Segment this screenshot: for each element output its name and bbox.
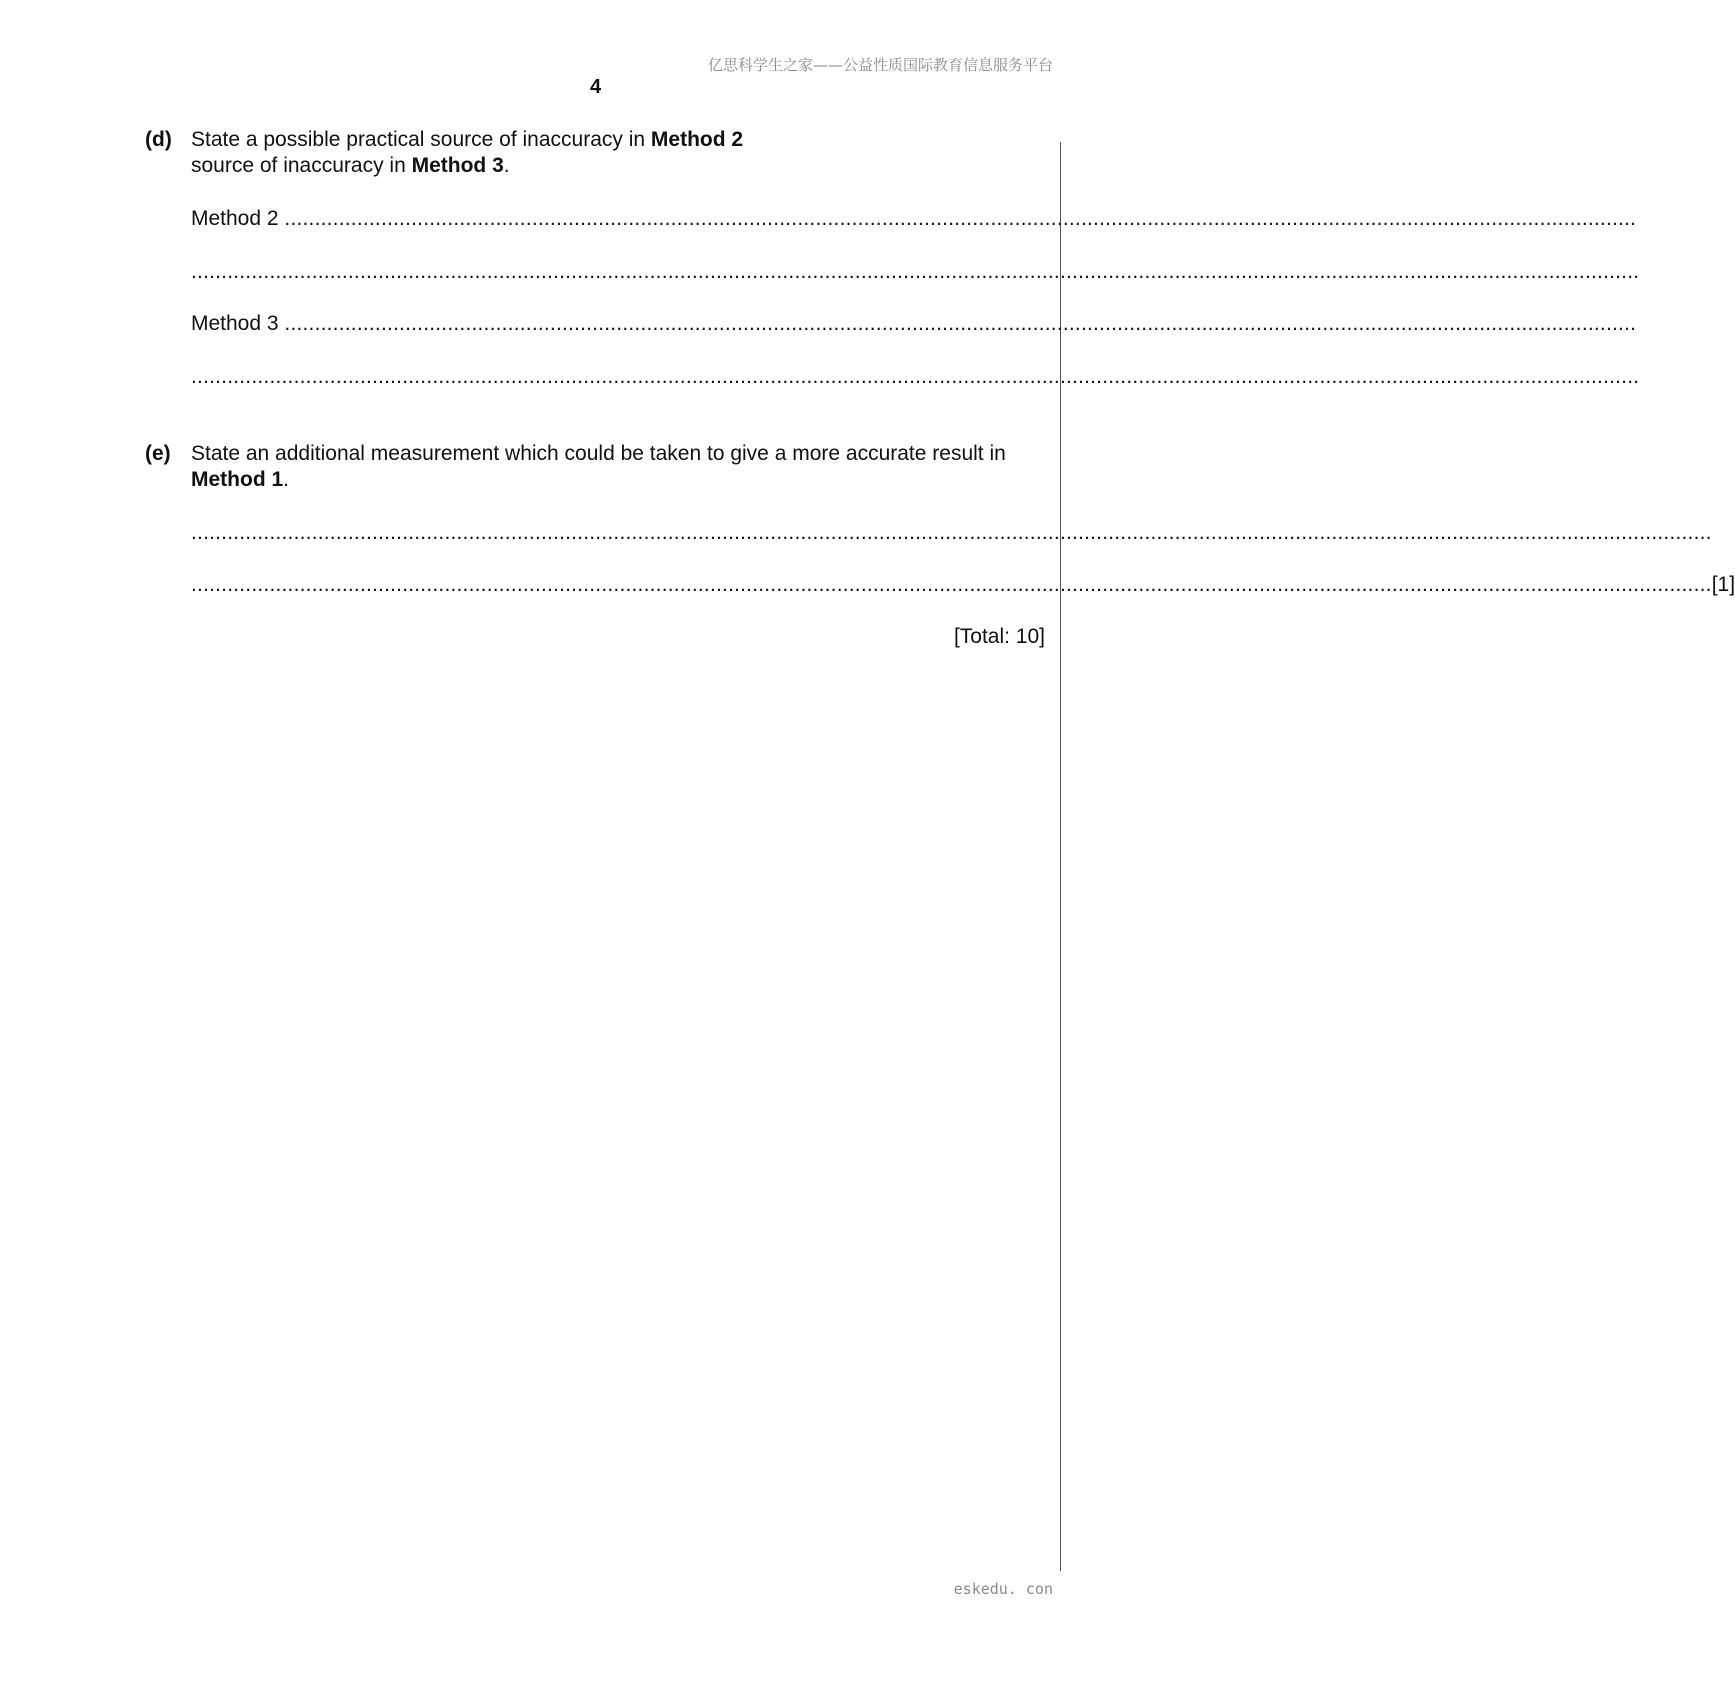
- dotted-line: ................................................................................................................................................................................................................................: [284, 207, 1637, 230]
- dotted-line: ............................................................................................................................................................................................................................................................: [191, 573, 1712, 596]
- method-2-label: Method 2: [191, 207, 279, 230]
- answer-line-method-2[interactable]: [191, 206, 1637, 232]
- mark-allocation: [1]: [1711, 573, 1735, 596]
- question-d-line1: State a possible practical source of inaccuracy in Method 2: [191, 128, 744, 151]
- question-d-line2: source of inaccuracy in Method 3.: [191, 154, 510, 177]
- dotted-line: ................................................................................................................................................................................................................................................: [191, 260, 1640, 283]
- question-e-text: State an additional measurement which could be taken to give a more accurate result in Method 1.: [191, 442, 1006, 491]
- page-number: 4: [589, 76, 602, 98]
- margin-line: [1060, 142, 1061, 1571]
- dotted-line: ................................................................................................................................................................................................................................: [284, 312, 1637, 335]
- dotted-line: ............................................................................................................................................................................................................................................................: [191, 521, 1712, 544]
- question-d-text: [191, 127, 1051, 179]
- answer-line-method-2-continued[interactable]: [191, 259, 1640, 285]
- answer-line-e-2[interactable]: [191, 572, 1735, 598]
- answer-line-e-1[interactable]: [191, 520, 1712, 546]
- answer-line-method-3-continued[interactable]: [191, 364, 1640, 390]
- footer-watermark: eskedu. con: [953, 1580, 1053, 1598]
- method-3-label: Method 3: [191, 312, 279, 335]
- answer-line-method-3[interactable]: [191, 311, 1637, 337]
- total-marks: [Total: 10]: [953, 625, 1045, 648]
- dotted-line: ................................................................................................................................................................................................................................................: [191, 365, 1640, 388]
- header-watermark: 亿思科学生之家——公益性质国际教育信息服务平台: [707, 56, 1053, 74]
- question-d-label: (d): [145, 128, 172, 151]
- question-e-label: (e): [145, 442, 171, 465]
